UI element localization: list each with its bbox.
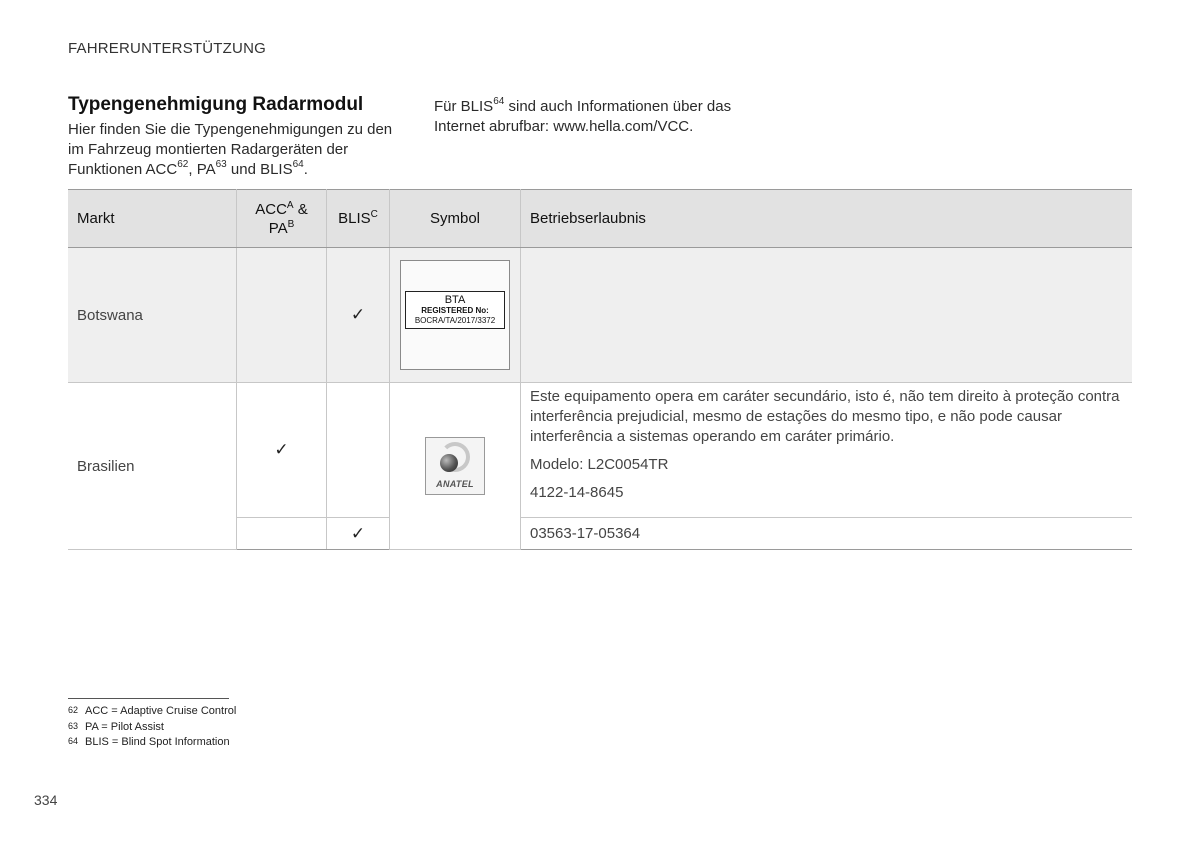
header-blis-label: BLIS <box>338 210 371 227</box>
header-blis-note: C <box>370 209 378 220</box>
cell-acc-botswana <box>237 248 327 383</box>
footnote-number: 64 <box>68 736 79 746</box>
anatel-modelo: Modelo: L2C0054TR <box>530 456 669 473</box>
intro-text-sep2: und BLIS <box>226 161 293 178</box>
cell-blis-brasilien <box>327 383 390 518</box>
intro-column <box>68 94 398 180</box>
footnotes <box>68 703 236 750</box>
chapter-header: FAHRERUNTERSTÜTZUNG <box>68 40 266 57</box>
table-row-brasilien <box>68 383 1132 518</box>
anatel-notice: Este equipamento opera em caráter secundário, isto é, não tem direito à proteção contra interferência prejudicial, mesmo de estações do mesmo tipo, e não pode causar interferência a sistemas operando em caráter primário. <box>530 388 1120 445</box>
header-markt: Markt <box>68 190 237 248</box>
footnote-ref-63[interactable]: 63 <box>215 159 227 170</box>
anatel-logo-text: ANATEL <box>436 479 474 489</box>
bta-number: BOCRA/TA/2017/3372 <box>414 316 496 325</box>
cell-betr-botswana <box>521 248 1133 383</box>
footnote-text: PA = Pilot Assist <box>85 720 164 733</box>
bta-title: BTA <box>444 294 466 306</box>
blis-info-pre: Für BLIS <box>434 98 494 115</box>
anatel-logo <box>425 437 485 495</box>
footnote-number: 63 <box>68 720 79 731</box>
table-header-row <box>68 190 1132 248</box>
cell-betr-brasilien <box>521 383 1133 518</box>
header-betriebserlaubnis: Betriebserlaubnis <box>521 190 1133 248</box>
blis-info-paragraph <box>434 97 764 137</box>
footnote-64 <box>68 734 236 750</box>
footnote-ref-64-b[interactable]: 64 <box>493 96 505 107</box>
footnote-ref-62[interactable]: 62 <box>177 159 189 170</box>
footnote-divider <box>68 698 229 699</box>
header-pa-note: B <box>287 218 295 230</box>
footnote-62 <box>68 703 236 719</box>
cell-acc-brasilien: ✓ <box>237 383 327 518</box>
footnote-text: ACC = Adaptive Cruise Control <box>85 705 237 717</box>
bta-label-box <box>405 291 505 329</box>
table-row-botswana <box>68 248 1132 383</box>
approval-table <box>68 189 1132 550</box>
header-blis <box>327 190 390 248</box>
anatel-globe-icon <box>440 454 458 472</box>
section-title: Typengenehmigung Radarmodul <box>68 94 364 115</box>
cell-symbol-brasilien <box>390 383 521 550</box>
bta-registered: REGISTERED No: <box>421 306 489 315</box>
cell-acc-brasilien-2 <box>237 518 327 550</box>
intro-paragraph <box>68 120 398 180</box>
footnote-text: BLIS = Blind Spot Information <box>85 736 230 748</box>
blis-info-post: sind auch Informationen über das Internet abrufbar: www.hella.com/VCC. <box>434 98 732 135</box>
info-column <box>434 97 764 137</box>
cell-blis-botswana: ✓ <box>327 248 390 383</box>
approval-number-acc: 4122-14-8645 <box>530 484 624 501</box>
header-acc-note: A <box>286 199 294 211</box>
cell-markt-botswana: Botswana <box>68 248 237 383</box>
intro-text-end: . <box>303 161 308 178</box>
footnote-63 <box>68 719 236 735</box>
header-symbol: Symbol <box>390 190 521 248</box>
header-pa-label: PA <box>268 219 288 237</box>
cell-symbol-botswana <box>390 248 521 383</box>
header-acc-label: ACC <box>255 200 287 218</box>
intro-text-pre: Hier finden Sie die Typengenehmigungen zu den im Fahrzeug montierten Radargeräten der Funktionen ACC <box>68 121 393 178</box>
header-acc-pa <box>237 190 327 248</box>
cell-blis-brasilien-2: ✓ <box>327 518 390 550</box>
approval-number-blis: 03563-17-05364 <box>521 518 1133 550</box>
footnote-number: 62 <box>68 705 79 715</box>
page-number: 334 <box>34 792 58 808</box>
bta-label <box>400 260 510 370</box>
intro-text-sep1: , PA <box>188 161 216 178</box>
header-amp: & <box>293 200 308 218</box>
footnote-ref-64[interactable]: 64 <box>292 159 304 170</box>
cell-markt-brasilien: Brasilien <box>68 383 237 550</box>
